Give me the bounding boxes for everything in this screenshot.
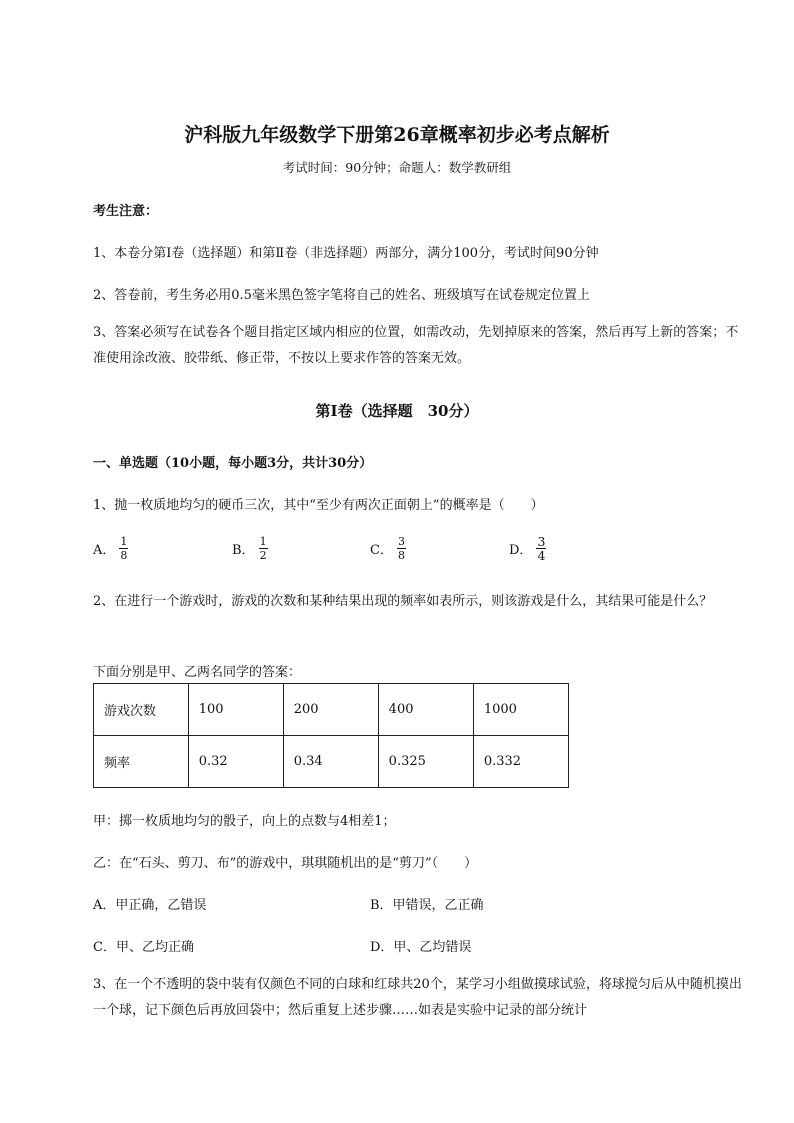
page-title: 沪科版九年级数学下册第26章概率初步必考点解析 [184,124,610,146]
table-cell: 1000 [473,684,568,736]
question-1-option-b[interactable] [232,535,268,562]
frequency-table [93,683,569,788]
question-2-option-c[interactable]: C．甲、乙均正确 [93,940,194,955]
table-cell: 100 [188,684,283,736]
table-cell: 200 [283,684,378,736]
numerator: 3 [537,534,546,549]
part-heading: 一、单选题（10小题，每小题3分，共计30分） [93,456,373,471]
notice-item: 1、本卷分第I卷（选择题）和第Ⅱ卷（非选择题）两部分，满分100分，考试时间90分钟 [93,246,599,261]
question-1-option-a[interactable] [93,535,128,562]
denominator: 2 [259,549,267,562]
question-2-stem: 2、在进行一个游戏时，游戏的次数和某种结果出现的频率如表所示，则该游戏是什么，其结果可能是什么？ [93,594,713,609]
fraction [119,535,128,562]
question-2-option-a[interactable]: A．甲正确，乙错误 [93,898,207,913]
notice-heading: 考生注意： [93,204,159,219]
notice-item: 3、答案必须写在试卷各个题目指定区域内相应的位置，如需改动，先划掉原来的答案，然后再写上新的答案；不准使用涂改液、胶带纸、修正带，不按以上要求作答的答案无效。 [93,325,739,366]
option-label: A． [93,543,116,558]
question-1-option-d[interactable] [509,535,546,562]
table-cell: 0.325 [378,736,473,788]
fraction [397,535,406,562]
fraction [259,535,268,562]
question-2-option-b[interactable]: B．甲错误，乙正确 [370,898,484,913]
notice-item: 2、答卷前，考生务必用0.5毫米黑色签字笔将自己的姓名、班级填写在试卷规定位置上 [93,288,590,303]
table-row [94,736,569,788]
page-subtitle: 考试时间：90分钟；命题人：数学教研组 [282,160,512,175]
table-cell: 0.32 [188,736,283,788]
question-2-intro: 下面分别是甲、乙两名同学的答案： [93,665,302,680]
numerator: 1 [120,535,128,548]
question-3-stem: 3、在一个不透明的袋中装有仅颜色不同的白球和红球共20个，某学习小组做摸球试验，将球搅匀后从中随机摸出一个球，记下颜色后再放回袋中；然后重复上述步骤……如表是实验中记录的部分统计 [93,977,742,1018]
question-1-stem: 1、抛一枚质地均匀的硬币三次，其中“至少有两次正面朝上”的概率是（ ） [93,498,544,513]
section-title: 第I卷（选择题 30分） [315,402,479,420]
table-cell: 0.34 [283,736,378,788]
fraction [536,535,546,562]
question-2-option-d[interactable]: D．甲、乙均错误 [370,940,472,955]
denominator: 8 [397,549,405,562]
answer-yi: 乙：在“石头、剪刀、布”的游戏中，琪琪随机出的是“剪刀”（ ） [93,856,478,871]
option-label: C． [370,543,393,558]
denominator: 4 [537,548,546,563]
question-1-option-c[interactable] [370,535,406,562]
answer-jia: 甲：掷一枚质地均匀的骰子，向上的点数与4相差1； [93,814,396,829]
option-label: B． [232,543,255,558]
numerator: 3 [397,535,405,548]
table-cell: 频率 [94,736,189,788]
table-cell: 游戏次数 [94,684,189,736]
table-cell: 400 [378,684,473,736]
table-row [94,684,569,736]
denominator: 8 [120,549,128,562]
option-label: D． [509,543,533,558]
table-cell: 0.332 [473,736,568,788]
numerator: 1 [259,535,267,548]
